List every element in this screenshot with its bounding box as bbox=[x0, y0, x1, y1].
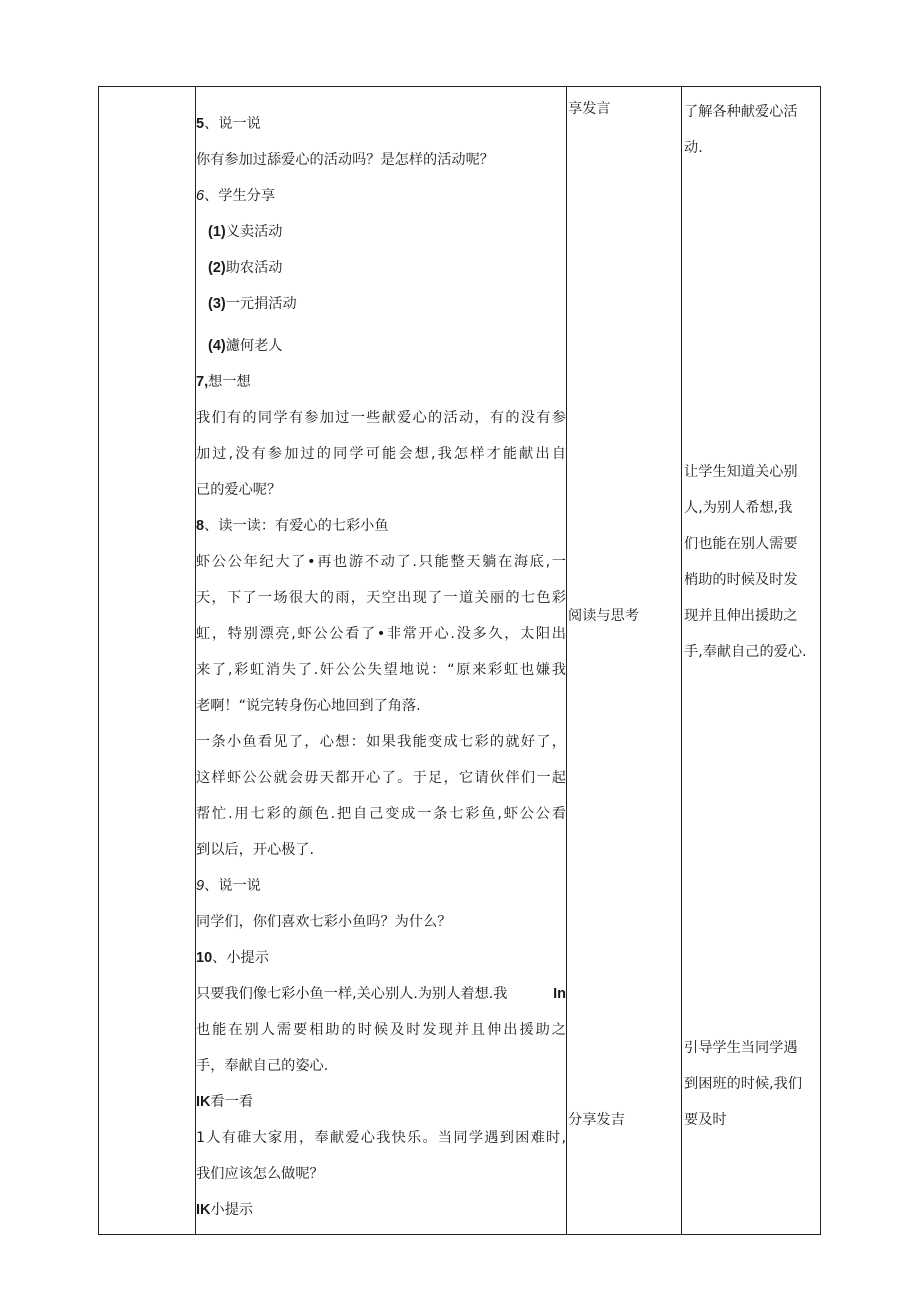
intent-line: 引导学生当同学遇 bbox=[684, 1040, 798, 1056]
step-heading: IK小提示 bbox=[196, 1202, 254, 1218]
step-heading: 10、小提示 bbox=[196, 950, 269, 966]
story-line: 来了,彩虹消失了.奸公公失望地说：“原来彩虹也嫌我 bbox=[196, 662, 566, 678]
list-item: (2)助农活动 bbox=[208, 260, 283, 276]
story-line: 虾公公年纪大了•再也游不动了.只能整天躺在海底,一 bbox=[196, 554, 566, 570]
intent-line: 让学生知道关心别 bbox=[684, 464, 798, 480]
paragraph-line: 1人有碓大家用，奉献爱心我快乐。当同学遇到困难时, bbox=[196, 1130, 566, 1146]
design-intent-column bbox=[684, 87, 820, 1234]
step-heading: 9、说一说 bbox=[196, 878, 261, 894]
story-line: 帮忙.用七彩的颜色.把自己变成一条七彩鱼,虾公公看 bbox=[196, 806, 566, 822]
paragraph-line: 只要我们像七彩小鱼一样,关心别人.为别人着想.我 In bbox=[196, 986, 566, 1002]
paragraph-line: 手，奉献自己的姿心. bbox=[196, 1058, 329, 1074]
paragraph-line: 己的爱心呢？ bbox=[196, 482, 282, 498]
step-heading: 5、说一说 bbox=[196, 116, 261, 132]
story-line: 这样虾公公就会毋天都开心了。于足，它请伙伴们一起 bbox=[196, 770, 566, 786]
paragraph-line: 我们有的同学有参加过一些献爱心的活动，有的没有参 bbox=[196, 410, 566, 426]
step-heading: IK看一看 bbox=[196, 1094, 254, 1110]
list-item: (3)一元捐活动 bbox=[208, 296, 297, 312]
step-heading: 6、学生分享 bbox=[196, 188, 276, 204]
step-heading: 7,想一想 bbox=[196, 374, 251, 390]
intent-line: 要及时 bbox=[684, 1112, 727, 1128]
paragraph-line: 也能在别人需要相助的时候及时发现并且伸出援助之 bbox=[196, 1022, 566, 1038]
lesson-table bbox=[98, 86, 821, 1235]
intent-line: 动. bbox=[684, 140, 703, 156]
paragraph-line: 你有参加过舔爱心的活动吗？是怎样的活动呢？ bbox=[196, 152, 494, 168]
intent-line: 手,奉献自己的爱心. bbox=[684, 644, 807, 660]
activity-label: 享发言 bbox=[568, 101, 611, 117]
story-line: 到以后，开心极了. bbox=[196, 842, 315, 858]
column-divider bbox=[566, 87, 567, 1234]
list-item: (4)濾何老人 bbox=[208, 338, 283, 354]
intent-line: 现并且伸出援助之 bbox=[684, 608, 798, 624]
intent-line: 们也能在别人需要 bbox=[684, 536, 798, 552]
story-line: 天，下了一场很大的雨，天空出现了一道关丽的七色彩 bbox=[196, 590, 566, 606]
intent-line: 到困班的时候,我们 bbox=[684, 1076, 803, 1092]
paragraph-line: 我们应该怎么做呢？ bbox=[196, 1166, 324, 1182]
student-activity-column bbox=[568, 87, 680, 1234]
activity-label: 阅读与思考 bbox=[568, 608, 639, 624]
list-item: (1)义卖活动 bbox=[208, 224, 283, 240]
intent-line: 梢助的时候及时发 bbox=[684, 572, 798, 588]
step-heading: 8、读一读：有爱心的七彩小鱼 bbox=[196, 518, 389, 534]
paragraph-line: 同学们，你们喜欢七彩小鱼吗？为什么？ bbox=[196, 914, 452, 930]
column-divider bbox=[681, 87, 682, 1234]
teaching-process-column bbox=[196, 87, 566, 1234]
story-line: 一条小鱼看见了，心想：如果我能变成七彩的就好了， bbox=[196, 734, 566, 750]
paragraph-line: 加过,没有参加过的同学可能会想,我怎样才能献出自 bbox=[196, 446, 566, 462]
intent-line: 人,为别人希想,我 bbox=[684, 500, 793, 516]
story-line: 虹，特别漂亮,虾公公看了•非常开心.没多久，太阳出 bbox=[196, 626, 566, 642]
activity-label: 分享发吉 bbox=[568, 1112, 625, 1128]
story-line: 老啊！“说完转身伤心地回到了角落. bbox=[196, 698, 421, 714]
blank-column bbox=[99, 87, 195, 1234]
intent-line: 了解各种献爱心活 bbox=[684, 104, 798, 120]
